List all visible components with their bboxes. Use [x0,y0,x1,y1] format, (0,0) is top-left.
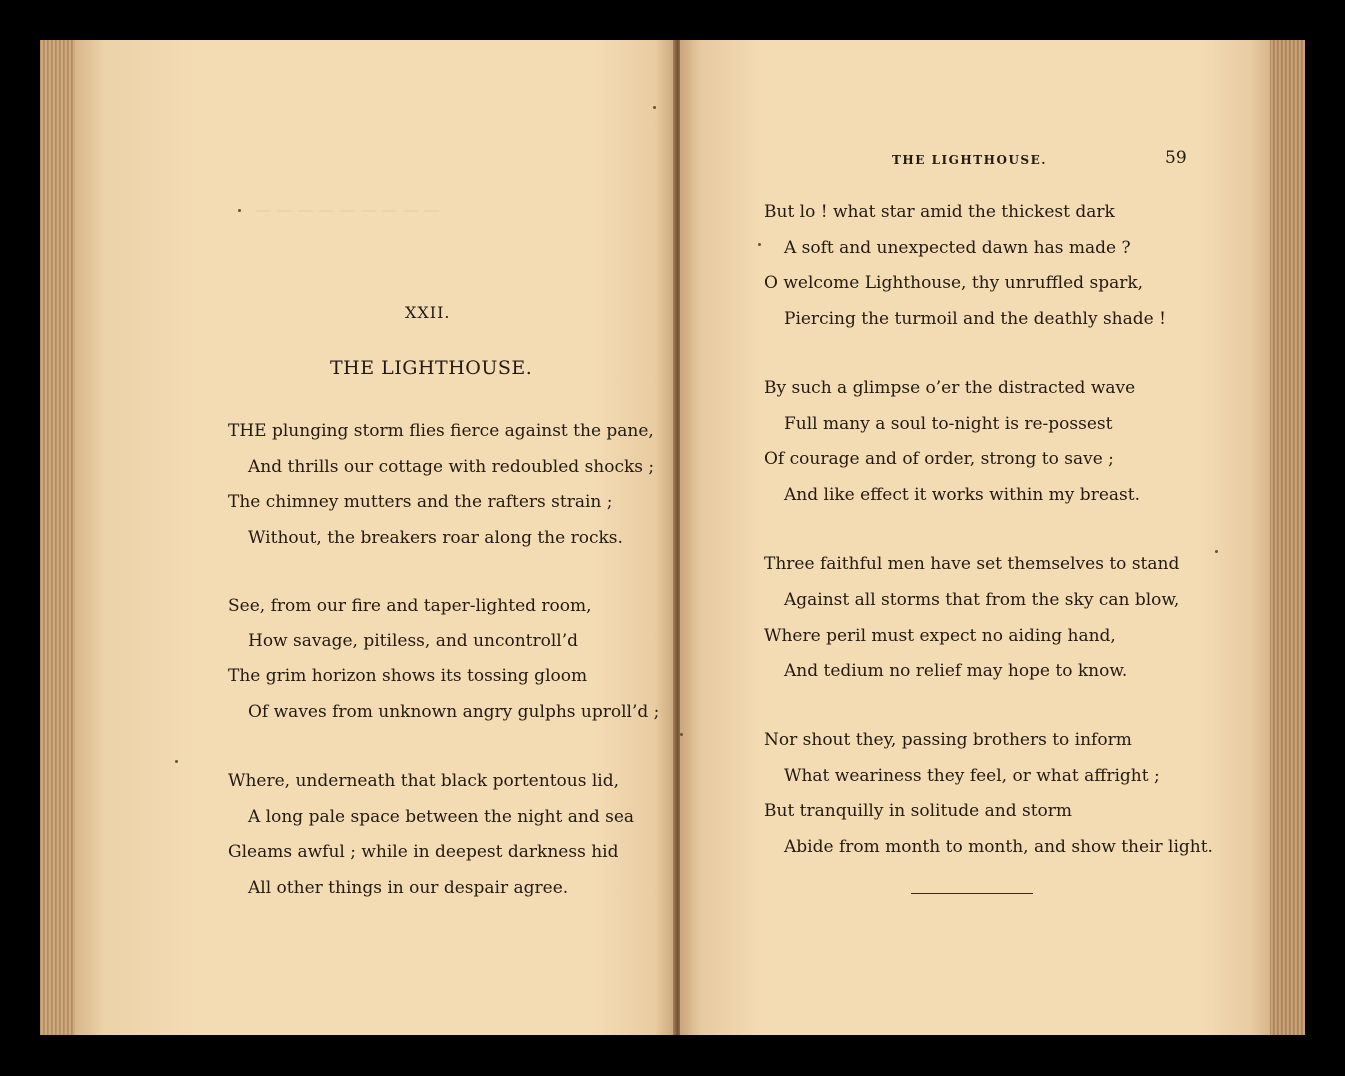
verse-line: O welcome Lighthouse, thy unruffled spark, [764,273,1144,293]
verse-line: A long pale space between the night and sea [248,807,635,827]
verse-line: THE plunging storm flies fierce against the pane, [228,421,654,441]
verse-line: The chimney mutters and the rafters strain ; [228,492,613,512]
verse-line: All other things in our despair agree. [248,878,569,898]
verse-line: See, from our fire and taper-lighted room, [228,596,592,616]
verse-line: Nor shout they, passing brothers to inform [764,730,1132,750]
verse-line: But lo ! what star amid the thickest dark [764,202,1115,222]
verse-line: And thrills our cottage with redoubled shocks ; [248,457,655,477]
running-head: THE LIGHTHOUSE. [892,153,1047,167]
paper-speck [758,243,761,246]
verse-line: A soft and unexpected dawn has made ? [784,238,1131,258]
paper-speck [175,760,178,763]
verse-line: Full many a soul to-night is re-possest [784,414,1113,434]
left-page [75,40,675,1035]
verse-line: Of courage and of order, strong to save ; [764,449,1114,469]
verse-line: Gleams awful ; while in deepest darkness hid [228,842,619,862]
right-page [680,40,1270,1035]
verse-line: How savage, pitiless, and uncontroll’d [248,631,579,651]
verse-line: Without, the breakers roar along the rocks. [248,528,623,548]
verse-line: But tranquilly in solitude and storm [764,801,1073,821]
verse-line: Three faithful men have set themselves to stand [764,554,1180,574]
verse-line: The grim horizon shows its tossing gloom [228,666,588,686]
verse-line: Against all storms that from the sky can blow, [784,590,1180,610]
left-page-edges [40,40,75,1035]
show-through-text: — — — — — — — — — [255,200,440,219]
poem-number: XXII. [405,303,451,322]
paper-speck [653,106,656,109]
verse-line: Where, underneath that black portentous lid, [228,771,619,791]
end-rule [911,893,1033,894]
verse-line: Abide from month to month, and show their light. [784,837,1213,857]
paper-speck [238,209,241,212]
verse-line: Where peril must expect no aiding hand, [764,626,1116,646]
paper-speck [1215,550,1218,553]
verse-line: What weariness they feel, or what affright ; [784,766,1160,786]
page-number: 59 [1165,148,1187,168]
verse-line: And tedium no relief may hope to know. [784,661,1128,681]
open-book [40,40,1305,1035]
right-page-edges [1270,40,1305,1035]
paper-speck [680,733,683,736]
poem-title: THE LIGHTHOUSE. [330,357,533,379]
verse-line: By such a glimpse o’er the distracted wave [764,378,1136,398]
verse-line: And like effect it works within my breast. [784,485,1140,505]
verse-line: Of waves from unknown angry gulphs uproll’d ; [248,702,660,722]
verse-line: Piercing the turmoil and the deathly shade ! [784,309,1166,329]
